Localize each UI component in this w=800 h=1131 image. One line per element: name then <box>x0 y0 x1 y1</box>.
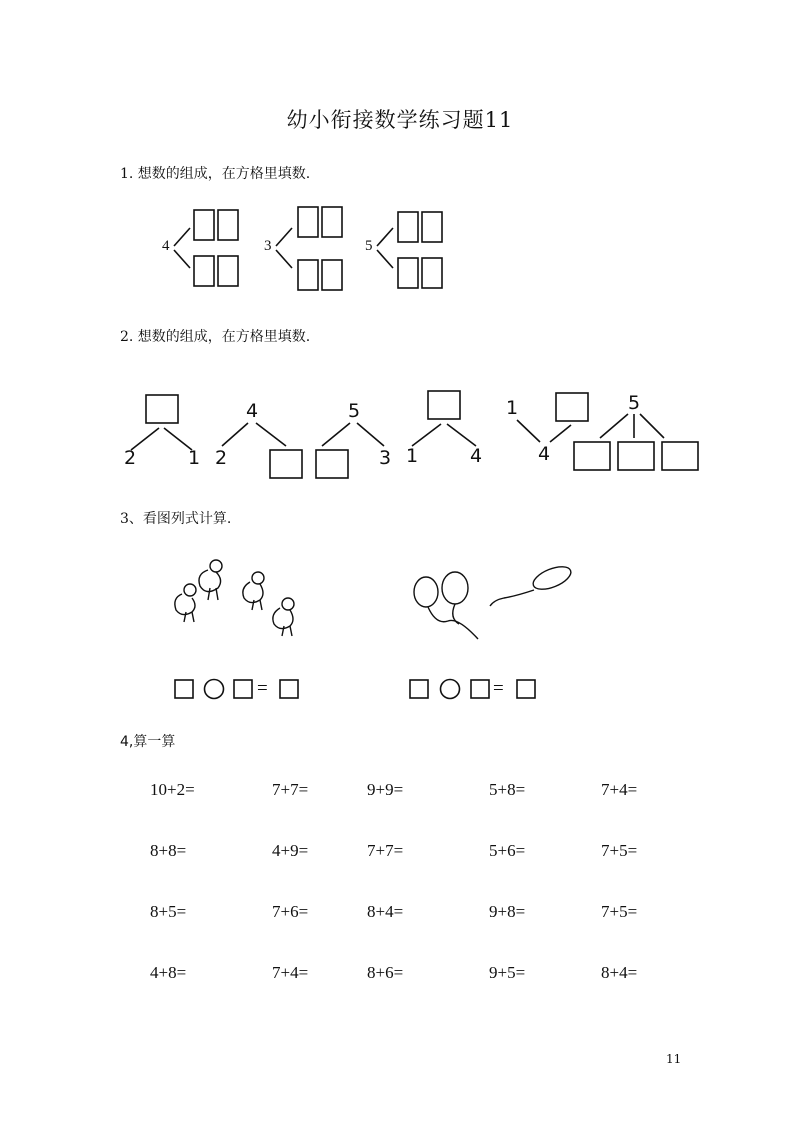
arithmetic-item[interactable]: 9+5= <box>489 963 526 982</box>
q2-tree-4-left: 1 <box>406 445 419 467</box>
q2-tree-4-right: 4 <box>470 445 483 467</box>
q1-number-3: 3 <box>264 238 272 254</box>
answer-box[interactable] <box>298 207 318 237</box>
q2-tree-5 <box>517 393 588 442</box>
arithmetic-item[interactable]: 7+5= <box>601 902 638 921</box>
q2-tree-5-left: 1 <box>506 397 519 419</box>
balloon-group-picture <box>414 562 574 639</box>
question-4-label: 4,算一算 <box>120 734 176 750</box>
answer-box[interactable] <box>428 391 460 419</box>
answer-box[interactable] <box>270 450 302 478</box>
answer-box[interactable] <box>218 210 238 240</box>
arithmetic-item[interactable]: 4+8= <box>150 963 187 982</box>
arithmetic-item[interactable]: 9+9= <box>367 780 404 799</box>
arithmetic-item[interactable]: 8+5= <box>150 902 187 921</box>
q1-number-4: 4 <box>162 238 170 254</box>
operator-circle[interactable] <box>441 680 460 699</box>
q2-tree-2 <box>222 423 302 478</box>
q2-tree-1-left: 2 <box>124 447 137 469</box>
equals-sign-1: = <box>257 678 268 699</box>
answer-box[interactable] <box>662 442 698 470</box>
arithmetic-item[interactable]: 7+4= <box>601 780 638 799</box>
equation-1 <box>175 680 298 699</box>
arithmetic-item[interactable]: 4+9= <box>272 841 309 860</box>
arithmetic-item[interactable]: 9+8= <box>489 902 526 921</box>
equals-sign-2: = <box>493 678 504 699</box>
answer-box[interactable] <box>298 260 318 290</box>
q2-tree-3-right: 3 <box>379 447 392 469</box>
question-2-label: 2. 想数的组成，在方格里填数. <box>120 329 311 345</box>
answer-box[interactable] <box>556 393 588 421</box>
answer-box[interactable] <box>574 442 610 470</box>
operator-circle[interactable] <box>205 680 224 699</box>
answer-box[interactable] <box>175 680 193 698</box>
q2-tree-6-top: 5 <box>628 392 641 414</box>
arithmetic-item[interactable]: 7+4= <box>272 963 309 982</box>
q2-tree-2-left: 2 <box>215 447 228 469</box>
answer-box[interactable] <box>410 680 428 698</box>
question-1-label: 1. 想数的组成，在方格里填数. <box>120 166 311 182</box>
q1-group-3 <box>276 207 342 290</box>
answer-box[interactable] <box>322 207 342 237</box>
arithmetic-item[interactable]: 7+6= <box>272 902 309 921</box>
arithmetic-item[interactable]: 7+7= <box>367 841 404 860</box>
answer-box[interactable] <box>280 680 298 698</box>
chick-group-picture <box>175 560 294 636</box>
page-title: 幼小衔接数学练习题11 <box>286 108 514 132</box>
q2-tree-3 <box>316 423 384 478</box>
answer-box[interactable] <box>471 680 489 698</box>
arithmetic-item[interactable]: 7+7= <box>272 780 309 799</box>
q2-tree-5-bottom: 4 <box>538 443 551 465</box>
q2-tree-3-top: 5 <box>348 400 361 422</box>
arithmetic-item[interactable]: 8+8= <box>150 841 187 860</box>
arithmetic-item[interactable]: 8+4= <box>601 963 638 982</box>
q2-tree-6 <box>574 414 698 470</box>
q1-number-5: 5 <box>365 238 373 254</box>
equation-2 <box>410 680 535 699</box>
arithmetic-item[interactable]: 8+6= <box>367 963 404 982</box>
q1-group-4 <box>174 210 238 286</box>
q2-tree-2-top: 4 <box>246 400 259 422</box>
question-3-label: 3、看图列式计算. <box>120 511 232 527</box>
answer-box[interactable] <box>146 395 178 423</box>
answer-box[interactable] <box>194 256 214 286</box>
answer-box[interactable] <box>194 210 214 240</box>
arithmetic-item[interactable]: 7+5= <box>601 841 638 860</box>
arithmetic-item[interactable]: 5+8= <box>489 780 526 799</box>
arithmetic-item[interactable]: 10+2= <box>150 780 195 799</box>
answer-box[interactable] <box>618 442 654 470</box>
answer-box[interactable] <box>322 260 342 290</box>
answer-box[interactable] <box>218 256 238 286</box>
answer-box[interactable] <box>316 450 348 478</box>
arithmetic-item[interactable]: 5+6= <box>489 841 526 860</box>
arithmetic-item[interactable]: 8+4= <box>367 902 404 921</box>
page-number: 11 <box>666 1052 682 1066</box>
answer-box[interactable] <box>234 680 252 698</box>
answer-box[interactable] <box>398 212 418 242</box>
answer-box[interactable] <box>517 680 535 698</box>
q1-group-5 <box>377 212 442 288</box>
answer-box[interactable] <box>422 258 442 288</box>
answer-box[interactable] <box>422 212 442 242</box>
q2-tree-1-right: 1 <box>188 447 201 469</box>
q2-tree-4 <box>412 391 476 446</box>
answer-box[interactable] <box>398 258 418 288</box>
q2-tree-1 <box>131 395 192 450</box>
